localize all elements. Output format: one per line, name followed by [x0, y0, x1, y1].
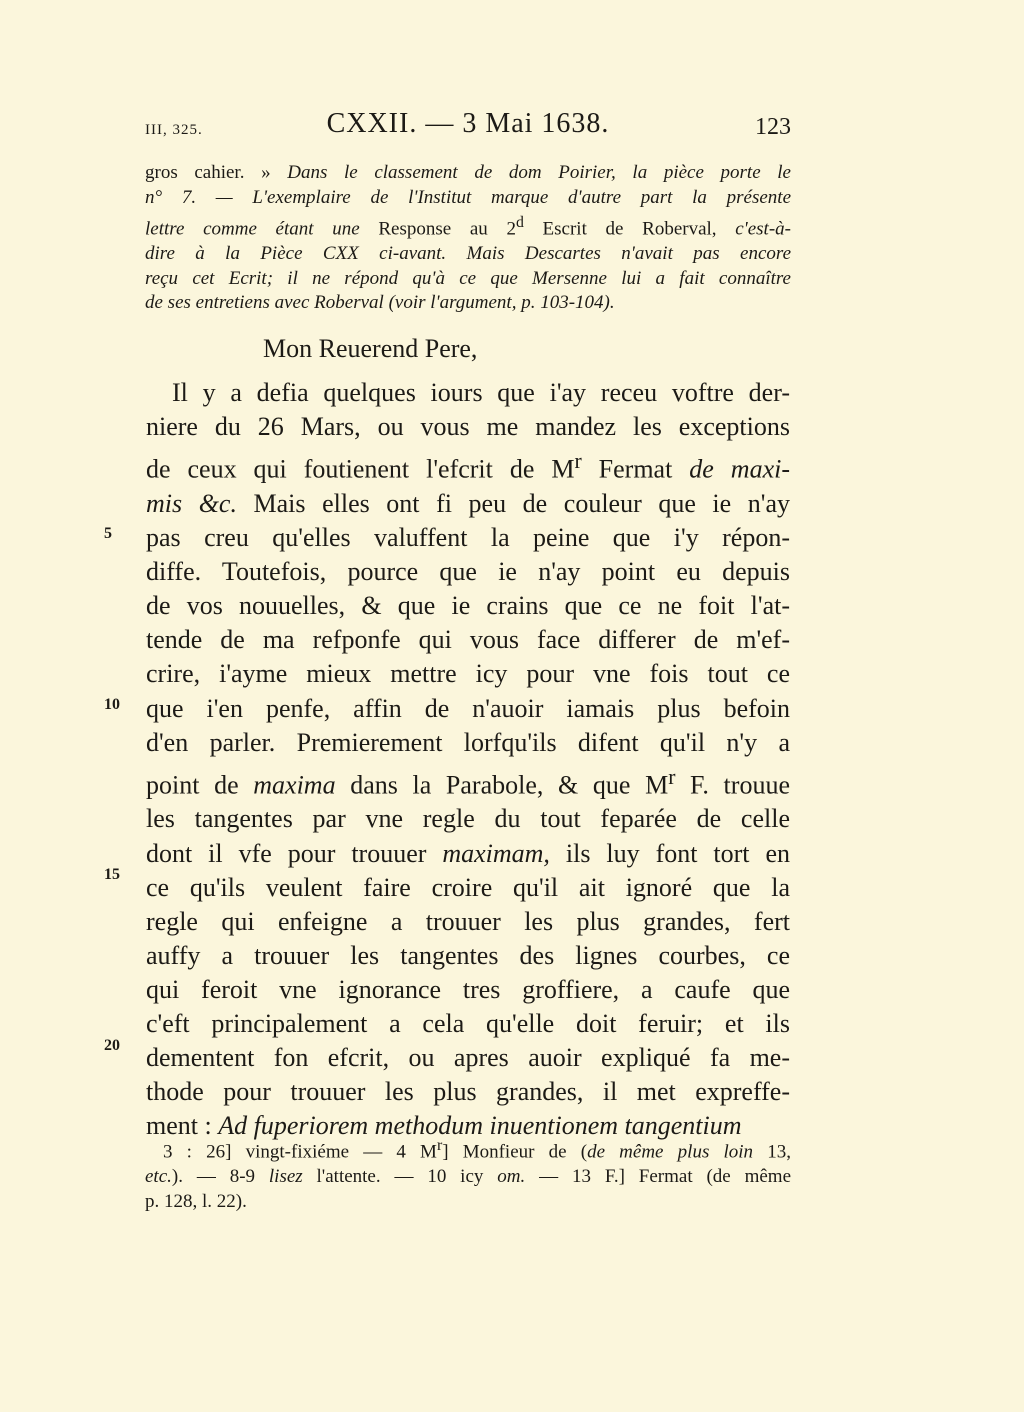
text-run: de maxi-	[689, 454, 790, 484]
body-line	[146, 410, 790, 444]
text-run: l'attente. — 10 icy	[302, 1166, 498, 1188]
body-line	[146, 521, 790, 555]
text-run: Escrit de Roberval,	[523, 217, 736, 239]
body-line	[146, 760, 790, 803]
text-run: lettre comme étant une	[145, 217, 360, 239]
text-run: dementent fon efcrit, ou apres auoir expliqué fa me-	[146, 1043, 790, 1073]
text-run: dire à la Pièce CXX ci-avant. Mais Descartes n'avait pas encore	[145, 242, 791, 264]
footnote-line	[145, 1164, 791, 1189]
body-line	[146, 376, 790, 410]
body-line	[146, 802, 790, 836]
body-line	[146, 657, 790, 691]
text-run: p. 128, l. 22).	[145, 1191, 247, 1213]
body-line	[146, 589, 790, 623]
text-run: les tangentes par vne regle du tout feparée de celle	[146, 804, 790, 834]
text-run: dans la Parabole, & que M	[335, 770, 669, 800]
text-run: niere du 26 Mars, ou vous me mandez les exceptions	[146, 412, 790, 442]
letter-body	[146, 376, 790, 1143]
text-run: Fermat	[581, 454, 690, 484]
text-run: gros cahier. »	[145, 162, 288, 183]
text-run: ). — 8-9	[171, 1166, 269, 1188]
text-run: de même plus loin	[587, 1141, 754, 1163]
body-line	[146, 905, 790, 939]
footnote-line	[145, 1189, 791, 1214]
text-run: n° 7. — L'exemplaire de l'Institut marque d'autre part la présente	[145, 186, 791, 208]
body-line	[146, 444, 790, 487]
text-run: auffy a trouuer les tangentes des lignes courbes, ce	[146, 940, 790, 970]
page-header	[145, 108, 791, 148]
intro-line	[145, 267, 791, 292]
intro-line	[145, 242, 791, 267]
body-line	[146, 871, 790, 905]
text-run: de ceux qui foutienent l'efcrit de M	[146, 454, 575, 484]
intro-line	[145, 186, 791, 211]
text-run: thode pour trouuer les plus grandes, il met expreffe-	[146, 1077, 790, 1107]
text-run: ce qu'ils veulent faire croire qu'il ait ignoré que la	[146, 872, 790, 902]
text-run: r	[668, 764, 676, 789]
text-run: tende de ma refponfe qui vous face differer de m'ef-	[146, 625, 790, 655]
line-number: 15	[104, 866, 120, 884]
text-run: ment :	[146, 1111, 219, 1141]
line-number: 10	[104, 695, 120, 713]
body-line	[146, 939, 790, 973]
running-title: CXXII. — 3 Mai 1638.	[326, 108, 610, 139]
text-run: ] Monfieur de (	[442, 1141, 588, 1163]
body-line	[146, 555, 790, 589]
line-number: 5	[104, 525, 112, 543]
text-run: maximam,	[442, 838, 550, 868]
footnotes	[145, 1133, 791, 1214]
text-run: — 13 F.] Fermat (de même	[525, 1166, 792, 1188]
letter-salutation: Mon Reuerend Pere,	[263, 334, 478, 363]
line-number: 20	[104, 1036, 120, 1054]
text-run: diffe. Toutefois, pource que ie n'ay point eu depuis	[146, 557, 790, 587]
text-run: point de	[146, 770, 254, 800]
text-run: 3 : 26] vingt-fixiéme — 4 M	[163, 1141, 437, 1163]
text-run: r	[436, 1137, 443, 1154]
text-run: ils luy font tort en	[549, 838, 790, 868]
text-run: Mais elles ont fi peu de couleur que ie n'ay	[236, 488, 790, 518]
text-run: c'est-à-	[735, 217, 791, 239]
editorial-intro	[145, 161, 791, 316]
page-number: 123	[755, 114, 791, 140]
body-line	[146, 1041, 790, 1075]
text-run: maxima	[253, 770, 336, 800]
text-run: de vos nouuelles, & que ie crains que ce ne foit l'at-	[146, 591, 790, 621]
body-line	[146, 692, 790, 726]
footnote-line	[145, 1133, 791, 1164]
text-run: dont il vfe pour trouuer	[146, 838, 443, 868]
body-line	[146, 1075, 790, 1109]
text-run: regle qui enfeigne a trouuer les plus grandes, fert	[146, 906, 790, 936]
intro-line	[145, 291, 791, 316]
intro-line	[145, 161, 791, 186]
body-line	[146, 1007, 790, 1041]
body-line	[146, 837, 790, 871]
text-run: crire, i'ayme mieux mettre icy pour vne fois tout ce	[146, 659, 790, 689]
text-run: Dans le classement de dom Poirier, la pièce porte le	[287, 162, 791, 183]
body-line	[146, 973, 790, 1007]
text-run: r	[574, 449, 582, 474]
text-run: d	[515, 213, 524, 231]
text-run: 13,	[753, 1141, 791, 1163]
text-run: mis &c.	[146, 488, 237, 518]
text-run: lisez	[268, 1166, 303, 1188]
intro-line	[145, 211, 791, 242]
text-run: d'en parler. Premierement lorfqu'ils difent qu'il n'y a	[146, 727, 790, 757]
text-run: c'eft principalement a cela qu'elle doit feruir; et ils	[146, 1009, 790, 1038]
body-line	[146, 726, 790, 760]
text-run: pas creu qu'elles valuffent la peine que i'y répon-	[146, 523, 790, 553]
text-run: F. trouue	[675, 770, 790, 800]
text-run: Ad fuperiorem methodum inuentionem tangentium	[218, 1111, 742, 1141]
text-run: etc.	[145, 1166, 172, 1188]
body-line	[146, 487, 790, 521]
text-run: que i'en penfe, affin de n'auoir iamais plus befoin	[146, 693, 790, 723]
text-run: Il y a defia quelques iours que i'ay receu voftre der-	[172, 378, 790, 407]
text-run: reçu cet Ecrit; il ne répond qu'à ce que Mersenne lui a fait connaître	[145, 267, 791, 289]
page-reference: III, 325.	[145, 122, 203, 138]
text-run: om.	[497, 1166, 526, 1188]
text-run: de ses entretiens avec Roberval (voir l'argument, p. 103-104).	[145, 292, 615, 314]
text-run: Response au 2	[359, 217, 516, 239]
text-run: qui feroit vne ignorance tres groffiere, a caufe que	[146, 974, 790, 1004]
body-line	[146, 623, 790, 657]
